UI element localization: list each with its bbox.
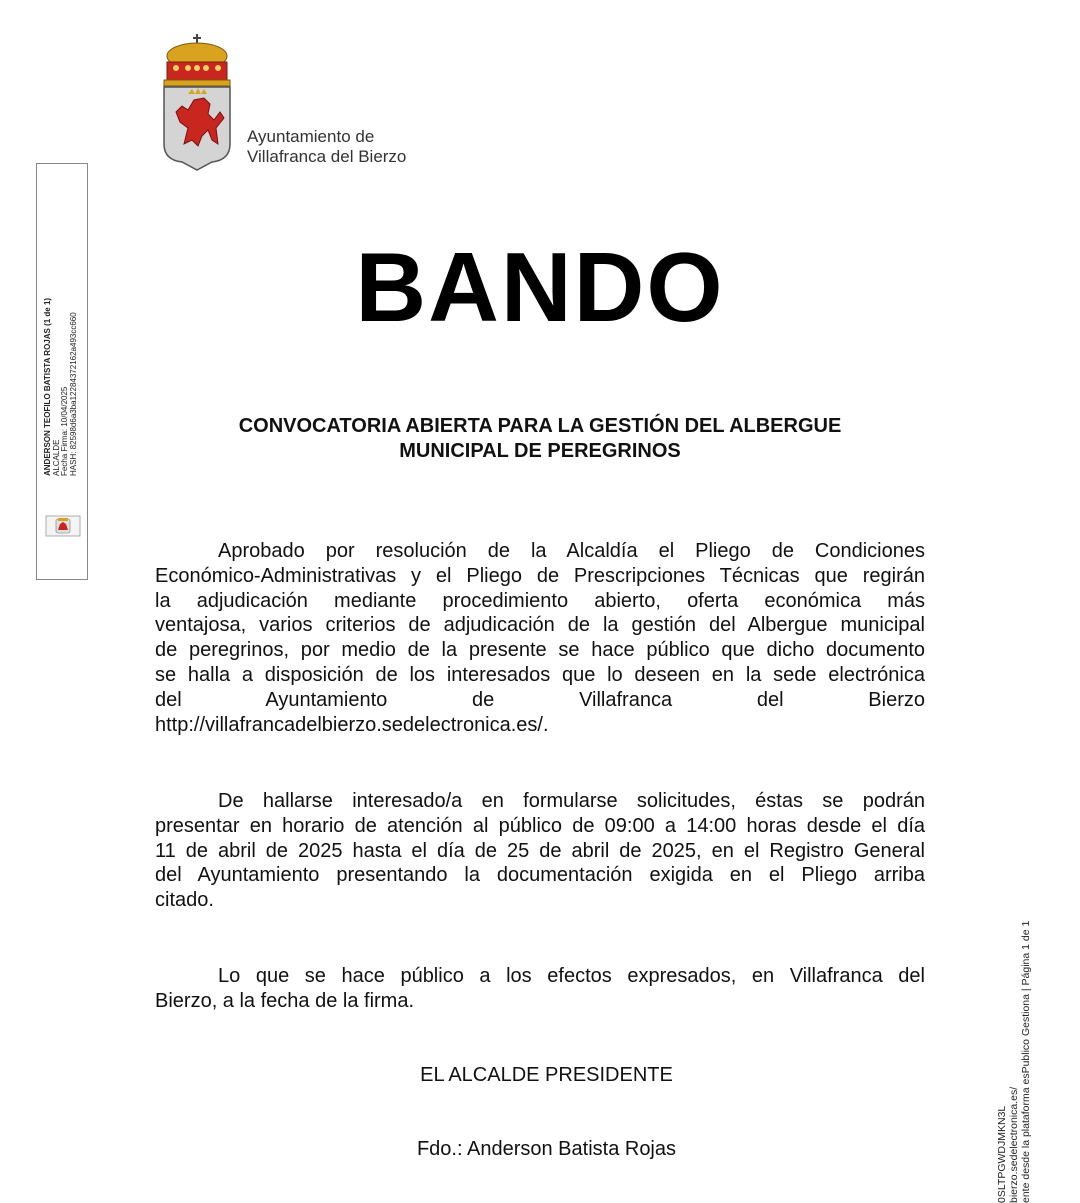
signature-seal-icon xyxy=(45,515,81,537)
paragraph-line: Aprobado por resolución de la Alcaldía el Pliego de Condiciones xyxy=(218,540,925,562)
paragraph-line: del Ayuntamiento presentando la documentación exigida en el Pliego arriba xyxy=(155,864,925,887)
signer-role: ALCALDE xyxy=(51,439,61,476)
verification-platform: ente desde la plataforma esPublico Gestiona | Página 1 de 1 xyxy=(1020,920,1032,1203)
org-name-line1: Ayuntamiento de xyxy=(247,127,375,146)
paragraph-line: De hallarse interesado/a en formularse solicitudes, éstas se podrán xyxy=(218,790,925,812)
signature-date: Fecha Firma: 10/04/2025 xyxy=(60,386,69,476)
paragraph-line: la adjudicación mediante procedimiento abierto, oferta económica más xyxy=(155,589,925,612)
paragraph-line: Económico-Administrativas y el Pliego de Prescripciones Técnicas que regirán xyxy=(155,564,925,587)
subtitle-line1: CONVOCATORIA ABIERTA PARA LA GESTIÓN DEL ALBERGUE xyxy=(238,415,842,437)
paragraph-closing xyxy=(155,964,925,1014)
signed-by: Fdo.: Anderson Batista Rojas xyxy=(416,1138,677,1160)
document-title: BANDO xyxy=(355,232,725,342)
signer-name: ANDERSON TEOFILO BATISTA ROJAS (1 de 1) xyxy=(43,297,52,476)
subtitle-line2: MUNICIPAL DE PEREGRINOS xyxy=(399,440,681,462)
paragraph-line: Bierzo, a la fecha de la firma. xyxy=(155,989,415,1012)
verification-url[interactable]: bierzo.sedelectronica.es/ xyxy=(1008,1086,1020,1203)
sede-electronica-link[interactable]: http://villafrancadelbierzo.sedelectronica.es/. xyxy=(155,713,549,736)
paragraph-line: del Ayuntamiento de Villafranca del Bierzo xyxy=(155,688,925,711)
digital-signature-strip xyxy=(36,163,88,580)
verification-code: 0SLTPGWDJMKN3L xyxy=(996,1105,1008,1203)
municipality-name xyxy=(247,127,406,167)
paragraph-line: ventajosa, varios criterios de adjudicación de la gestión del Albergue municipal xyxy=(155,614,925,637)
org-name-line2: Villafranca del Bierzo xyxy=(247,147,407,166)
paragraph-approval xyxy=(155,539,925,737)
paragraph-line: se halla a disposición de los interesados que lo deseen en la sede electrónica xyxy=(155,663,925,686)
verification-sidebar xyxy=(996,903,1032,1203)
paragraph-line: presentar en horario de atención al público de 09:00 a 14:00 horas desde el día xyxy=(155,814,925,837)
mayor-title: EL ALCALDE PRESIDENTE xyxy=(420,1064,673,1086)
document-subtitle xyxy=(160,414,920,464)
paragraph-line: de peregrinos, por medio de la presente se hace público que dicho documento xyxy=(155,639,925,662)
signature-hash: HASH: 82598d6a3ba12284372162a493cc660 xyxy=(68,312,78,476)
municipal-crest-logo xyxy=(158,32,236,172)
paragraph-line: 11 de abril de 2025 hasta el día de 25 de abril de 2025, en el Registro General xyxy=(155,839,925,862)
paragraph-line: citado. xyxy=(155,889,214,912)
paragraph-line: Lo que se hace público a los efectos expresados, en Villafranca del xyxy=(218,965,925,987)
paragraph-submission xyxy=(155,789,925,913)
